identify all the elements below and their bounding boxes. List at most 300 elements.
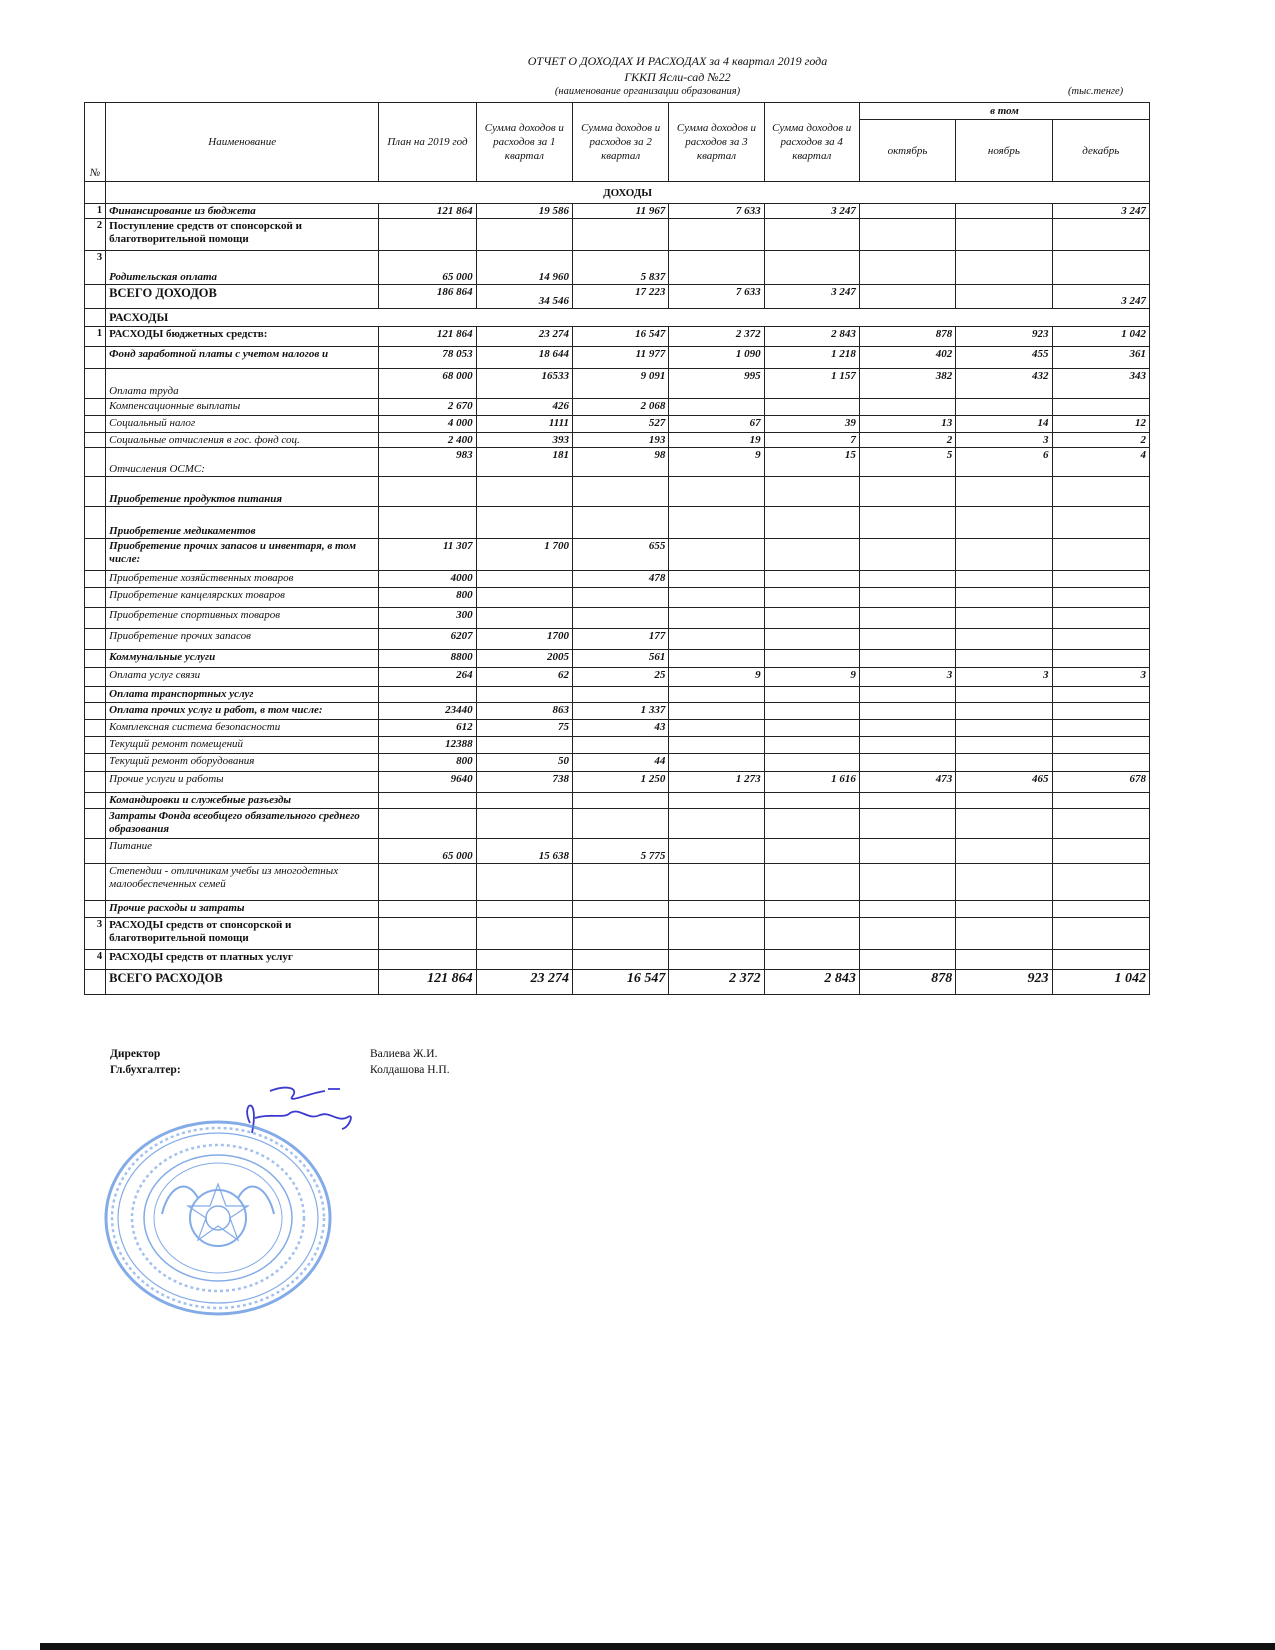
cell-q4 — [764, 793, 859, 809]
official-seal-stamp — [102, 1118, 334, 1318]
cell-plan: 121 864 — [379, 204, 476, 219]
cell-q1: 15 638 — [476, 839, 572, 864]
row-index: 1 — [85, 327, 106, 347]
table-row — [85, 970, 1150, 995]
cell-q2: 193 — [573, 433, 669, 448]
cell-q1: 23 274 — [476, 970, 572, 995]
cell-nov: 432 — [956, 369, 1052, 399]
cell-nov: 923 — [956, 327, 1052, 347]
cell-q3: 1 273 — [669, 772, 764, 793]
cell-q2: 5 837 — [573, 251, 669, 285]
cell-nov: 6 — [956, 448, 1052, 477]
row-label: Поступление средств от спонсорской и благотворительной помощи — [106, 219, 379, 251]
row-label: Оплата труда — [106, 369, 379, 399]
cell-plan: 65 000 — [379, 839, 476, 864]
cell-dec — [1052, 864, 1149, 901]
cell-q2 — [573, 608, 669, 629]
table-row — [85, 608, 1150, 629]
row-index: 3 — [85, 918, 106, 950]
table-row — [85, 369, 1150, 399]
cell-plan — [379, 901, 476, 918]
cell-dec — [1052, 703, 1149, 720]
cell-nov — [956, 809, 1052, 839]
row-label: Текущий ремонт помещений — [106, 737, 379, 754]
cell-plan — [379, 809, 476, 839]
cell-nov — [956, 608, 1052, 629]
row-label: Оплата прочих услуг и работ, в том числе: — [106, 703, 379, 720]
cell-oct — [859, 588, 955, 608]
cell-q1 — [476, 588, 572, 608]
cell-q2: 9 091 — [573, 369, 669, 399]
table-row — [85, 327, 1150, 347]
row-index — [85, 901, 106, 918]
cell-q2: 478 — [573, 571, 669, 588]
row-label: Прочие расходы и затраты — [106, 901, 379, 918]
row-index — [85, 399, 106, 416]
cell-q2 — [573, 687, 669, 703]
cell-q3 — [669, 251, 764, 285]
cell-nov — [956, 864, 1052, 901]
row-label: Оплата услуг связи — [106, 668, 379, 687]
cell-q4 — [764, 703, 859, 720]
cell-nov — [956, 793, 1052, 809]
cell-plan — [379, 687, 476, 703]
cell-q2: 44 — [573, 754, 669, 772]
cell-dec — [1052, 737, 1149, 754]
cell-dec — [1052, 901, 1149, 918]
cell-q2 — [573, 507, 669, 539]
cell-q2 — [573, 901, 669, 918]
cell-nov: 923 — [956, 970, 1052, 995]
cell-q2 — [573, 588, 669, 608]
cell-q3 — [669, 399, 764, 416]
cell-nov — [956, 507, 1052, 539]
cell-dec — [1052, 918, 1149, 950]
cell-q2: 177 — [573, 629, 669, 650]
cell-nov — [956, 629, 1052, 650]
cell-oct — [859, 539, 955, 571]
cell-nov — [956, 399, 1052, 416]
income-section-row — [85, 182, 1150, 204]
cell-q3 — [669, 839, 764, 864]
row-index — [85, 588, 106, 608]
cell-q1: 16533 — [476, 369, 572, 399]
row-label: Оплата транспортных услуг — [106, 687, 379, 703]
row-index — [85, 970, 106, 995]
cell-dec: 3 247 — [1052, 204, 1149, 219]
cell-nov — [956, 219, 1052, 251]
cell-q4 — [764, 737, 859, 754]
cell-nov — [956, 251, 1052, 285]
table-row — [85, 901, 1150, 918]
row-index — [85, 793, 106, 809]
cell-q1 — [476, 901, 572, 918]
row-label: РАСХОДЫ средств от спонсорской и благотворительной помощи — [106, 918, 379, 950]
cell-oct — [859, 507, 955, 539]
row-label: ВСЕГО ДОХОДОВ — [106, 285, 379, 309]
cell-q3: 9 — [669, 448, 764, 477]
accountant-name: Колдашова Н.П. — [370, 1064, 450, 1076]
cell-oct — [859, 285, 955, 309]
cell-nov — [956, 477, 1052, 507]
cell-dec: 4 — [1052, 448, 1149, 477]
cell-q2 — [573, 737, 669, 754]
cell-q4: 1 218 — [764, 347, 859, 369]
cell-oct — [859, 608, 955, 629]
cell-plan: 8800 — [379, 650, 476, 668]
cell-nov — [956, 687, 1052, 703]
cell-q2: 527 — [573, 416, 669, 433]
cell-q1: 426 — [476, 399, 572, 416]
row-index — [85, 347, 106, 369]
cell-q3 — [669, 219, 764, 251]
cell-oct — [859, 950, 955, 970]
cell-dec — [1052, 588, 1149, 608]
row-label: ВСЕГО РАСХОДОВ — [106, 970, 379, 995]
cell-q2: 16 547 — [573, 327, 669, 347]
cell-q2 — [573, 809, 669, 839]
table-row — [85, 433, 1150, 448]
cell-q1: 34 546 — [476, 285, 572, 309]
cell-q4 — [764, 571, 859, 588]
cell-q4: 1 157 — [764, 369, 859, 399]
cell-q2: 11 967 — [573, 204, 669, 219]
cell-q1 — [476, 571, 572, 588]
cell-q2 — [573, 864, 669, 901]
cell-q2 — [573, 918, 669, 950]
cell-plan: 612 — [379, 720, 476, 737]
director-label: Директор — [110, 1048, 161, 1060]
cell-q4 — [764, 918, 859, 950]
col-name-header: Наименование — [106, 103, 379, 182]
cell-q3 — [669, 754, 764, 772]
cell-nov — [956, 918, 1052, 950]
cell-dec — [1052, 839, 1149, 864]
cell-q2: 5 775 — [573, 839, 669, 864]
col-nov-header: ноябрь — [956, 120, 1052, 182]
row-index — [85, 433, 106, 448]
cell-nov: 3 — [956, 433, 1052, 448]
cell-q1: 1700 — [476, 629, 572, 650]
row-index — [85, 608, 106, 629]
cell-oct: 878 — [859, 970, 955, 995]
section-cell-blank — [85, 182, 106, 204]
cell-q3 — [669, 608, 764, 629]
col-q2-header: Сумма доходов и расходов за 2 квартал — [573, 103, 669, 182]
cell-plan: 23440 — [379, 703, 476, 720]
cell-q3 — [669, 477, 764, 507]
row-label: Приобретение хозяйственных товаров — [106, 571, 379, 588]
row-label: Приобретение медикаментов — [106, 507, 379, 539]
cell-oct — [859, 754, 955, 772]
cell-q3: 1 090 — [669, 347, 764, 369]
cell-q3 — [669, 864, 764, 901]
cell-oct: 402 — [859, 347, 955, 369]
row-label: Приобретение прочих запасов — [106, 629, 379, 650]
cell-dec — [1052, 477, 1149, 507]
cell-dec — [1052, 507, 1149, 539]
cell-plan: 9640 — [379, 772, 476, 793]
cell-q1 — [476, 687, 572, 703]
cell-q4: 2 843 — [764, 327, 859, 347]
cell-q3 — [669, 901, 764, 918]
cell-q3: 2 372 — [669, 327, 764, 347]
cell-q3 — [669, 650, 764, 668]
cell-nov — [956, 650, 1052, 668]
table-row — [85, 809, 1150, 839]
row-label: РАСХОДЫ средств от платных услуг — [106, 950, 379, 970]
cell-q2: 43 — [573, 720, 669, 737]
cell-plan: 4000 — [379, 571, 476, 588]
cell-oct: 13 — [859, 416, 955, 433]
cell-dec — [1052, 571, 1149, 588]
accountant-label: Гл.бухгалтер: — [110, 1064, 181, 1076]
row-label: Компенсационные выплаты — [106, 399, 379, 416]
table-row — [85, 347, 1150, 369]
cell-nov — [956, 285, 1052, 309]
cell-oct — [859, 703, 955, 720]
cell-oct — [859, 737, 955, 754]
section-cell-blank — [85, 309, 106, 327]
cell-q3: 7 633 — [669, 204, 764, 219]
cell-q3: 995 — [669, 369, 764, 399]
cell-q3 — [669, 703, 764, 720]
row-index: 3 — [85, 251, 106, 285]
cell-dec — [1052, 650, 1149, 668]
table-row — [85, 793, 1150, 809]
col-oct-header: октябрь — [859, 120, 955, 182]
table-row — [85, 629, 1150, 650]
cell-nov: 455 — [956, 347, 1052, 369]
cell-oct: 3 — [859, 668, 955, 687]
row-index: 4 — [85, 950, 106, 970]
cell-q1 — [476, 608, 572, 629]
cell-dec: 361 — [1052, 347, 1149, 369]
cell-plan: 6207 — [379, 629, 476, 650]
cell-q4 — [764, 720, 859, 737]
row-index — [85, 754, 106, 772]
cell-oct — [859, 650, 955, 668]
table-row — [85, 737, 1150, 754]
row-label: Социальные отчисления в гос. фонд соц. — [106, 433, 379, 448]
organization-caption: (наименование организации образования) — [554, 86, 741, 97]
cell-dec — [1052, 629, 1149, 650]
cell-q1: 23 274 — [476, 327, 572, 347]
cell-q4 — [764, 588, 859, 608]
row-index — [85, 539, 106, 571]
cell-q3 — [669, 571, 764, 588]
table-row — [85, 285, 1150, 309]
cell-dec: 3 247 — [1052, 285, 1149, 309]
cell-oct — [859, 687, 955, 703]
cell-plan: 2 670 — [379, 399, 476, 416]
table-row — [85, 754, 1150, 772]
row-label: Степендии - отличникам учебы из многодетных малообеспеченных семей — [106, 864, 379, 901]
cell-plan — [379, 477, 476, 507]
row-index — [85, 687, 106, 703]
cell-nov — [956, 737, 1052, 754]
cell-oct: 473 — [859, 772, 955, 793]
table-row — [85, 448, 1150, 477]
row-label: Приобретение продуктов питания — [106, 477, 379, 507]
cell-dec — [1052, 608, 1149, 629]
table-row — [85, 864, 1150, 901]
cell-q4 — [764, 901, 859, 918]
cell-q3 — [669, 629, 764, 650]
cell-plan: 121 864 — [379, 970, 476, 995]
cell-plan: 983 — [379, 448, 476, 477]
table-row — [85, 703, 1150, 720]
cell-oct: 382 — [859, 369, 955, 399]
cell-plan — [379, 950, 476, 970]
cell-plan — [379, 793, 476, 809]
cell-q1 — [476, 918, 572, 950]
row-label: Питание — [106, 839, 379, 864]
row-index — [85, 629, 106, 650]
cell-plan: 11 307 — [379, 539, 476, 571]
header-row — [85, 103, 1150, 120]
cell-oct — [859, 839, 955, 864]
cell-plan: 800 — [379, 588, 476, 608]
row-label: Родительская оплата — [106, 251, 379, 285]
table-row — [85, 650, 1150, 668]
table-row — [85, 950, 1150, 970]
cell-nov — [956, 588, 1052, 608]
cell-q3: 7 633 — [669, 285, 764, 309]
cell-dec — [1052, 950, 1149, 970]
row-label: Социальный налог — [106, 416, 379, 433]
cell-dec: 1 042 — [1052, 327, 1149, 347]
cell-q4: 3 247 — [764, 204, 859, 219]
cell-q1: 18 644 — [476, 347, 572, 369]
cell-q3 — [669, 793, 764, 809]
cell-dec: 678 — [1052, 772, 1149, 793]
cell-q1 — [476, 793, 572, 809]
table-row — [85, 772, 1150, 793]
table-row — [85, 416, 1150, 433]
table-row — [85, 918, 1150, 950]
cell-q3 — [669, 918, 764, 950]
row-label: Командировки и служебные разъезды — [106, 793, 379, 809]
cell-oct: 878 — [859, 327, 955, 347]
cell-nov — [956, 754, 1052, 772]
cell-q4 — [764, 477, 859, 507]
cell-q2: 16 547 — [573, 970, 669, 995]
cell-q1 — [476, 737, 572, 754]
cell-oct — [859, 864, 955, 901]
cell-q3 — [669, 950, 764, 970]
cell-plan: 68 000 — [379, 369, 476, 399]
cell-oct — [859, 219, 955, 251]
cell-oct — [859, 720, 955, 737]
cell-dec: 3 — [1052, 668, 1149, 687]
cell-plan: 121 864 — [379, 327, 476, 347]
row-label: Коммунальные услуги — [106, 650, 379, 668]
cell-q4 — [764, 629, 859, 650]
cell-q4 — [764, 864, 859, 901]
cell-nov — [956, 901, 1052, 918]
col-group-header: в том — [859, 103, 1149, 120]
cell-nov: 3 — [956, 668, 1052, 687]
table-row — [85, 251, 1150, 285]
cell-q1: 1 700 — [476, 539, 572, 571]
cell-q2: 11 977 — [573, 347, 669, 369]
income-section-title: ДОХОДЫ — [106, 182, 1150, 204]
row-index — [85, 650, 106, 668]
cell-q4 — [764, 650, 859, 668]
cell-oct — [859, 477, 955, 507]
cell-oct — [859, 629, 955, 650]
cell-q1 — [476, 219, 572, 251]
row-label: Отчисления ОСМС: — [106, 448, 379, 477]
cell-plan: 12388 — [379, 737, 476, 754]
cell-dec: 1 042 — [1052, 970, 1149, 995]
row-label: Приобретение канцелярских товаров — [106, 588, 379, 608]
cell-dec: 2 — [1052, 433, 1149, 448]
cell-plan — [379, 219, 476, 251]
row-index — [85, 477, 106, 507]
cell-plan: 186 864 — [379, 285, 476, 309]
report-table-body — [85, 103, 1150, 995]
cell-q4: 9 — [764, 668, 859, 687]
col-num-header: № — [85, 103, 106, 182]
cell-q3: 9 — [669, 668, 764, 687]
row-index — [85, 720, 106, 737]
cell-q4 — [764, 950, 859, 970]
cell-q2: 17 223 — [573, 285, 669, 309]
row-label: Затраты Фонда всеобщего обязательного среднего образования — [106, 809, 379, 839]
cell-nov — [956, 539, 1052, 571]
cell-q4 — [764, 219, 859, 251]
cell-q2: 1 337 — [573, 703, 669, 720]
cell-q3 — [669, 687, 764, 703]
cell-nov — [956, 720, 1052, 737]
row-index — [85, 809, 106, 839]
cell-q1: 19 586 — [476, 204, 572, 219]
cell-q4 — [764, 608, 859, 629]
cell-q3 — [669, 539, 764, 571]
cell-dec: 12 — [1052, 416, 1149, 433]
col-q3-header: Сумма доходов и расходов за 3 квартал — [669, 103, 764, 182]
cell-q1: 2005 — [476, 650, 572, 668]
cell-nov — [956, 571, 1052, 588]
row-index — [85, 416, 106, 433]
cell-q1 — [476, 809, 572, 839]
cell-q3 — [669, 507, 764, 539]
cell-q4: 2 843 — [764, 970, 859, 995]
cell-q2 — [573, 219, 669, 251]
table-row — [85, 687, 1150, 703]
cell-q2: 25 — [573, 668, 669, 687]
row-index — [85, 571, 106, 588]
cell-q4 — [764, 399, 859, 416]
report-title: ОТЧЕТ О ДОХОДАХ И РАСХОДАХ за 4 квартал 2019 года — [527, 54, 828, 68]
cell-q4 — [764, 809, 859, 839]
cell-q2 — [573, 793, 669, 809]
cell-q3: 67 — [669, 416, 764, 433]
director-name: Валиева Ж.И. — [370, 1048, 438, 1060]
units-label: (тыс.тенге) — [1068, 86, 1124, 97]
cell-q4: 7 — [764, 433, 859, 448]
row-index — [85, 285, 106, 309]
cell-nov — [956, 839, 1052, 864]
cell-dec — [1052, 754, 1149, 772]
table-row — [85, 539, 1150, 571]
cell-q1: 863 — [476, 703, 572, 720]
cell-q1: 14 960 — [476, 251, 572, 285]
row-index — [85, 448, 106, 477]
cell-q3 — [669, 809, 764, 839]
